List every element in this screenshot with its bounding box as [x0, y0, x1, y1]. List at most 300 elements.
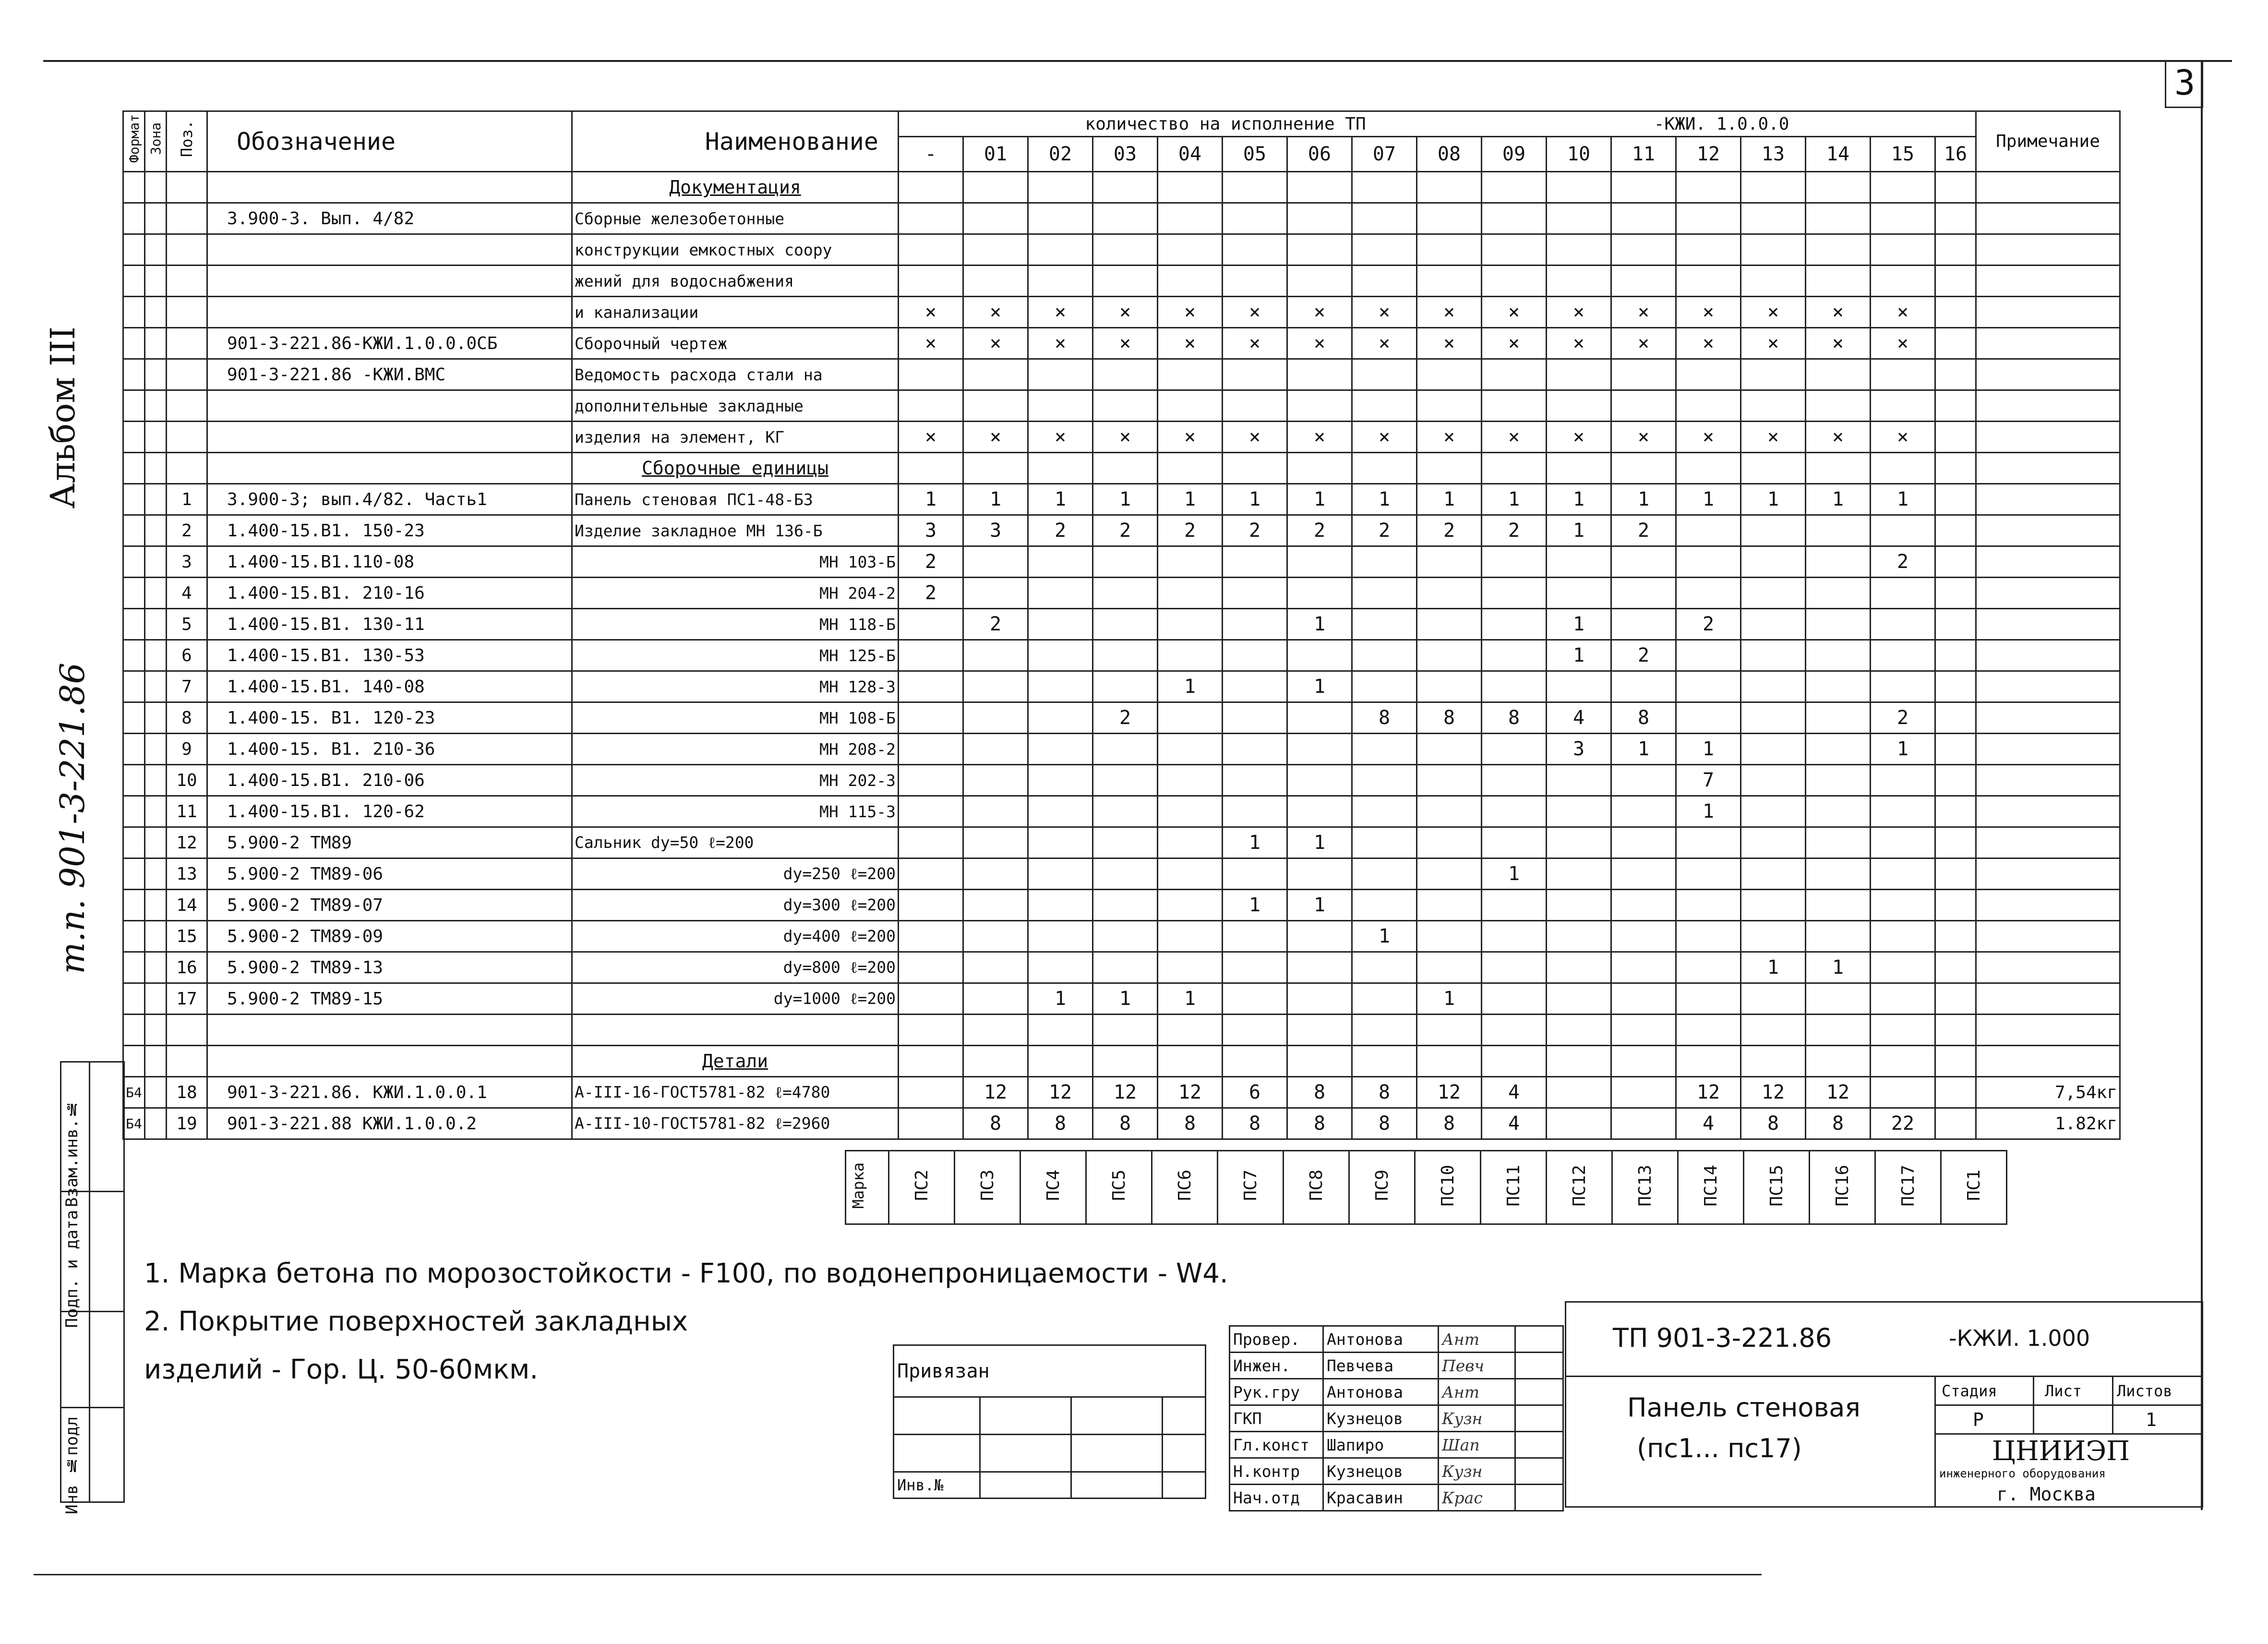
row-designation: 5.900-2 ТМ89-06 [207, 858, 572, 890]
quantity-cell [1352, 671, 1417, 702]
variant-header-2: 02 [1028, 137, 1093, 172]
quantity-cell [1611, 266, 1676, 297]
quantity-cell [1093, 1046, 1158, 1077]
row-format [123, 952, 145, 983]
quantity-cell [1158, 172, 1223, 203]
quantity-cell [1676, 515, 1741, 546]
quantity-cell [1547, 1015, 1611, 1046]
quantity-cell [1482, 640, 1547, 671]
quantity-cell [1482, 546, 1547, 578]
row-format [123, 172, 145, 203]
mark-cell: ПС14 [1678, 1151, 1744, 1224]
variant-header-11: 11 [1611, 137, 1676, 172]
quantity-cell [1935, 234, 1976, 266]
row-note: 7,54кг [1976, 1077, 2120, 1108]
quantity-cell [899, 734, 963, 765]
quantity-cell: × [1482, 422, 1547, 453]
strip-podp: Подп. и дата [62, 1210, 82, 1328]
privyazan-label: Привязан [894, 1345, 1206, 1397]
quantity-cell: × [1547, 422, 1611, 453]
quantity-cell: × [1223, 422, 1287, 453]
quantity-cell [1676, 702, 1741, 734]
quantity-cell: 2 [1611, 640, 1676, 671]
inv-no-label: Инв.№ [894, 1472, 980, 1499]
quantity-cell [1547, 1046, 1611, 1077]
row-designation: 1.400-15.В1. 210-06 [207, 765, 572, 796]
quantity-cell: 1 [1093, 983, 1158, 1015]
row-zone [145, 172, 167, 203]
row-name: изделия на элемент, КГ [572, 422, 899, 453]
quantity-cell [1935, 796, 1976, 827]
quantity-cell [1935, 390, 1976, 422]
row-note [1976, 578, 2120, 609]
quantity-cell [1676, 640, 1741, 671]
signer-name: Шапиро [1323, 1432, 1439, 1458]
quantity-cell [1093, 734, 1158, 765]
row-zone [145, 702, 167, 734]
quantity-cell [1417, 734, 1482, 765]
quantity-cell: 1 [1352, 484, 1417, 515]
quantity-cell [1741, 1015, 1806, 1046]
row-designation: 5.900-2 ТМ89-09 [207, 921, 572, 952]
row-note [1976, 734, 2120, 765]
quantity-cell [1223, 796, 1287, 827]
signer-name: Кузнецов [1323, 1458, 1439, 1485]
header-format: Формат [123, 111, 145, 172]
quantity-cell: 1 [1287, 609, 1352, 640]
quantity-cell: × [1028, 328, 1093, 359]
quantity-cell [1417, 172, 1482, 203]
quantity-cell: 1 [1547, 609, 1611, 640]
quantity-cell: 1 [1028, 983, 1093, 1015]
quantity-cell [1223, 266, 1287, 297]
quantity-cell [963, 172, 1028, 203]
quantity-cell [1676, 671, 1741, 702]
quantity-cell [1806, 640, 1871, 671]
quantity-cell [1028, 921, 1093, 952]
row-format [123, 515, 145, 546]
quantity-cell [1287, 266, 1352, 297]
row-note [1976, 234, 2120, 266]
quantity-cell [1417, 671, 1482, 702]
quantity-cell: 1 [1611, 734, 1676, 765]
quantity-cell: × [1417, 297, 1482, 328]
role-label: Рук.гру [1230, 1379, 1323, 1405]
row-designation: 1.400-15.В1. 130-53 [207, 640, 572, 671]
header-name: Наименование [572, 111, 899, 172]
row-name: А-III-10-ГОСТ5781-82 ℓ=2960 [572, 1108, 899, 1139]
table-row [123, 328, 2120, 359]
quantity-cell [963, 765, 1028, 796]
quantity-cell [1223, 858, 1287, 890]
row-format [123, 1015, 145, 1046]
quantity-cell [1287, 858, 1352, 890]
row-name: МН 115-3 [572, 796, 899, 827]
quantity-cell: 12 [1417, 1077, 1482, 1108]
quantity-cell [1741, 266, 1806, 297]
quantity-cell: 12 [1741, 1077, 1806, 1108]
mark-cell: ПС6 [1152, 1151, 1218, 1224]
row-name: МН 204-2 [572, 578, 899, 609]
quantity-cell [899, 671, 963, 702]
signature-row [1230, 1405, 1563, 1432]
quantity-cell [1935, 640, 1976, 671]
row-name: МН 103-Б [572, 546, 899, 578]
row-name: жений для водоснабжения [572, 266, 899, 297]
quantity-cell [1547, 671, 1611, 702]
quantity-cell: 4 [1482, 1077, 1547, 1108]
row-zone [145, 328, 167, 359]
quantity-cell: 12 [1093, 1077, 1158, 1108]
quantity-cell: × [1611, 422, 1676, 453]
quantity-cell [1417, 390, 1482, 422]
date-cell [1515, 1353, 1563, 1379]
mark-cell: ПС16 [1810, 1151, 1875, 1224]
quantity-cell [1482, 453, 1547, 484]
quantity-cell [1028, 796, 1093, 827]
table-row [123, 484, 2120, 515]
quantity-cell [899, 765, 963, 796]
table-row [123, 796, 2120, 827]
quantity-cell [1547, 765, 1611, 796]
quantity-cell [1676, 890, 1741, 921]
row-designation: 3.900-3. Вып. 4/82 [207, 203, 572, 234]
quantity-cell [1028, 952, 1093, 983]
quantity-cell: 1 [1287, 890, 1352, 921]
quantity-cell [1223, 702, 1287, 734]
quantity-cell: × [1547, 328, 1611, 359]
row-position [167, 172, 207, 203]
row-designation: 1.400-15.В1. 120-62 [207, 796, 572, 827]
quantity-cell: × [963, 328, 1028, 359]
row-format [123, 328, 145, 359]
mark-cell: ПС8 [1284, 1151, 1349, 1224]
quantity-cell [1482, 359, 1547, 390]
quantity-cell [1482, 983, 1547, 1015]
row-designation: 1.400-15. В1. 210-36 [207, 734, 572, 765]
table-row [123, 609, 2120, 640]
quantity-cell: × [1806, 297, 1871, 328]
quantity-cell [1806, 765, 1871, 796]
signer-name: Антонова [1323, 1326, 1439, 1353]
quantity-cell: 8 [1287, 1077, 1352, 1108]
quantity-cell [1935, 484, 1976, 515]
quantity-cell [1482, 827, 1547, 858]
row-designation [207, 234, 572, 266]
row-format [123, 203, 145, 234]
quantity-cell [1611, 921, 1676, 952]
quantity-cell: 1 [1482, 858, 1547, 890]
quantity-cell [1806, 546, 1871, 578]
quantity-cell: 2 [963, 609, 1028, 640]
quantity-cell [1482, 890, 1547, 921]
quantity-cell [1093, 172, 1158, 203]
note-3: изделий - Гор. Ц. 50-60мкм. [144, 1354, 539, 1385]
quantity-cell [1093, 827, 1158, 858]
title-line-1: Панель стеновая [1627, 1392, 1860, 1423]
quantity-cell [1806, 702, 1871, 734]
row-position: 5 [167, 609, 207, 640]
quantity-cell [1352, 578, 1417, 609]
quantity-cell [1935, 702, 1976, 734]
quantity-cell: × [1352, 297, 1417, 328]
quantity-cell [1093, 266, 1158, 297]
quantity-cell [1223, 234, 1287, 266]
quantity-cell [1158, 359, 1223, 390]
row-position: 10 [167, 765, 207, 796]
table-row [123, 952, 2120, 983]
quantity-cell [1871, 234, 1935, 266]
quantity-cell: 6 [1223, 1077, 1287, 1108]
quantity-cell [1417, 234, 1482, 266]
quantity-cell [1158, 546, 1223, 578]
row-designation: 1.400-15.В1. 140-08 [207, 671, 572, 702]
quantity-cell [1093, 921, 1158, 952]
quantity-cell [1741, 702, 1806, 734]
quantity-cell [1676, 921, 1741, 952]
date-cell [1515, 1458, 1563, 1485]
mark-cell: ПС11 [1481, 1151, 1547, 1224]
quantity-cell: 3 [899, 515, 963, 546]
quantity-cell [1028, 671, 1093, 702]
row-zone [145, 921, 167, 952]
quantity-cell [1028, 546, 1093, 578]
quantity-cell: 12 [1806, 1077, 1871, 1108]
quantity-cell [1806, 827, 1871, 858]
quantity-cell: × [1611, 297, 1676, 328]
quantity-cell [1352, 203, 1417, 234]
quantity-cell: 1 [1417, 983, 1482, 1015]
quantity-cell [1482, 1015, 1547, 1046]
quantity-cell [1547, 1077, 1611, 1108]
row-note [1976, 172, 2120, 203]
row-position [167, 328, 207, 359]
sheet-label: Лист [2045, 1382, 2082, 1400]
quantity-cell [1287, 734, 1352, 765]
quantity-cell [899, 234, 963, 266]
quantity-cell: × [1287, 422, 1352, 453]
row-position [167, 1046, 207, 1077]
quantity-cell [1352, 734, 1417, 765]
quantity-cell [1935, 890, 1976, 921]
quantity-cell [1676, 952, 1741, 983]
row-format [123, 827, 145, 858]
quantity-cell [963, 453, 1028, 484]
table-row [123, 1077, 2120, 1108]
quantity-cell: × [899, 328, 963, 359]
quantity-cell [1871, 827, 1935, 858]
quantity-cell: × [1871, 297, 1935, 328]
quantity-cell [899, 640, 963, 671]
quantity-cell [1741, 234, 1806, 266]
quantity-cell [1352, 983, 1417, 1015]
quantity-cell [1093, 1015, 1158, 1046]
quantity-cell [1352, 1046, 1417, 1077]
quantity-cell [899, 453, 963, 484]
row-zone [145, 609, 167, 640]
row-name: МН 125-Б [572, 640, 899, 671]
quantity-cell [1611, 453, 1676, 484]
quantity-cell [1223, 765, 1287, 796]
quantity-cell [1935, 609, 1976, 640]
quantity-cell: × [1676, 297, 1741, 328]
row-name: МН 108-Б [572, 702, 899, 734]
quantity-cell [1158, 1015, 1223, 1046]
quantity-cell [1287, 702, 1352, 734]
quantity-cell [1417, 765, 1482, 796]
quantity-cell: 1 [1287, 827, 1352, 858]
row-position: 15 [167, 921, 207, 952]
quantity-cell: 8 [1093, 1108, 1158, 1139]
quantity-cell [1093, 858, 1158, 890]
quantity-cell [1806, 203, 1871, 234]
quantity-cell: 8 [1482, 702, 1547, 734]
signer-name: Красавин [1323, 1485, 1439, 1511]
quantity-cell [1028, 578, 1093, 609]
quantity-cell [1547, 578, 1611, 609]
row-format [123, 671, 145, 702]
quantity-cell [1741, 1046, 1806, 1077]
quantity-cell [1158, 921, 1223, 952]
quantity-cell [1676, 203, 1741, 234]
table-row [123, 453, 2120, 484]
quantity-cell [1935, 578, 1976, 609]
row-name: Сальник dy=50 ℓ=200 [572, 827, 899, 858]
quantity-cell: 1 [1871, 484, 1935, 515]
row-position [167, 297, 207, 328]
quantity-cell [1547, 266, 1611, 297]
row-note [1976, 546, 2120, 578]
row-note [1976, 390, 2120, 422]
doc-code-right: -КЖИ. 1.000 [1949, 1325, 2090, 1351]
quantity-cell: 8 [1352, 702, 1417, 734]
quantity-cell [899, 203, 963, 234]
quantity-cell [1028, 359, 1093, 390]
quantity-cell [1223, 172, 1287, 203]
strip-vzam: Взам.инв.№ [62, 1100, 82, 1208]
row-format: Б4 [123, 1108, 145, 1139]
quantity-cell: 2 [899, 546, 963, 578]
quantity-cell [899, 702, 963, 734]
row-position: 6 [167, 640, 207, 671]
sheets-value: 1 [2146, 1409, 2157, 1430]
row-designation: 5.900-2 ТМ89-13 [207, 952, 572, 983]
quantity-cell [1352, 827, 1417, 858]
quantity-cell [1935, 328, 1976, 359]
quantity-cell [1935, 734, 1976, 765]
row-format [123, 609, 145, 640]
quantity-cell [1028, 702, 1093, 734]
signature-row [1230, 1379, 1563, 1405]
quantity-cell [1676, 172, 1741, 203]
strip-inv: Инв №подл [62, 1416, 82, 1514]
quantity-cell: 1 [899, 484, 963, 515]
quantity-cell [963, 921, 1028, 952]
quantity-cell: × [1417, 328, 1482, 359]
quantity-cell: 1 [1547, 515, 1611, 546]
row-note [1976, 827, 2120, 858]
quantity-cell [1417, 890, 1482, 921]
header-note: Примечание [1976, 111, 2120, 172]
row-zone [145, 484, 167, 515]
quantity-cell [1093, 952, 1158, 983]
row-position: 7 [167, 671, 207, 702]
quantity-cell [1611, 671, 1676, 702]
quantity-cell [1093, 640, 1158, 671]
quantity-cell [1806, 796, 1871, 827]
quantity-cell [1935, 1046, 1976, 1077]
quantity-cell: 2 [1482, 515, 1547, 546]
row-format [123, 578, 145, 609]
signature-row [1230, 1353, 1563, 1379]
quantity-cell [1352, 390, 1417, 422]
table-row [123, 297, 2120, 328]
quantity-cell [1935, 952, 1976, 983]
quantity-cell [963, 983, 1028, 1015]
quantity-cell [1676, 266, 1741, 297]
quantity-cell [1158, 609, 1223, 640]
row-name: dy=400 ℓ=200 [572, 921, 899, 952]
top-frame-line [43, 60, 2232, 62]
signature-block [1229, 1325, 1564, 1511]
quantity-cell: × [1093, 422, 1158, 453]
quantity-cell: 2 [1093, 515, 1158, 546]
quantity-cell: 2 [1352, 515, 1417, 546]
row-designation: 901-3-221.86 -КЖИ.ВМС [207, 359, 572, 390]
quantity-cell [1417, 266, 1482, 297]
row-position [167, 359, 207, 390]
quantity-cell: × [1806, 328, 1871, 359]
mark-cell: ПС17 [1875, 1151, 1941, 1224]
row-zone [145, 297, 167, 328]
quantity-cell [1741, 546, 1806, 578]
note-2: 2. Покрытие поверхностей закладных [144, 1306, 688, 1337]
quantity-cell: 8 [1028, 1108, 1093, 1139]
quantity-cell [1871, 858, 1935, 890]
quantity-cell [1287, 172, 1352, 203]
quantity-cell [1806, 890, 1871, 921]
quantity-cell [1482, 390, 1547, 422]
quantity-cell [1158, 453, 1223, 484]
quantity-cell: 7 [1676, 765, 1741, 796]
quantity-cell [1871, 453, 1935, 484]
quantity-cell [1611, 827, 1676, 858]
quantity-cell [1093, 890, 1158, 921]
quantity-cell [1417, 546, 1482, 578]
quantity-cell [1676, 390, 1741, 422]
row-position [167, 422, 207, 453]
row-name: конструкции емкостных соору [572, 234, 899, 266]
row-format [123, 1046, 145, 1077]
quantity-cell [1611, 359, 1676, 390]
row-note [1976, 640, 2120, 671]
row-zone [145, 546, 167, 578]
row-designation: 901-3-221.86. КЖИ.1.0.0.1 [207, 1077, 572, 1108]
quantity-cell [963, 890, 1028, 921]
quantity-cell [1158, 234, 1223, 266]
row-designation: 5.900-2 ТМ89 [207, 827, 572, 858]
quantity-cell: 2 [1093, 702, 1158, 734]
variant-header-14: 14 [1806, 137, 1871, 172]
quantity-cell [1871, 359, 1935, 390]
quantity-cell [1741, 609, 1806, 640]
row-format [123, 890, 145, 921]
mark-cell: ПС9 [1349, 1151, 1415, 1224]
row-format: Б4 [123, 1077, 145, 1108]
row-position: 17 [167, 983, 207, 1015]
quantity-cell [1935, 297, 1976, 328]
quantity-cell [1611, 203, 1676, 234]
